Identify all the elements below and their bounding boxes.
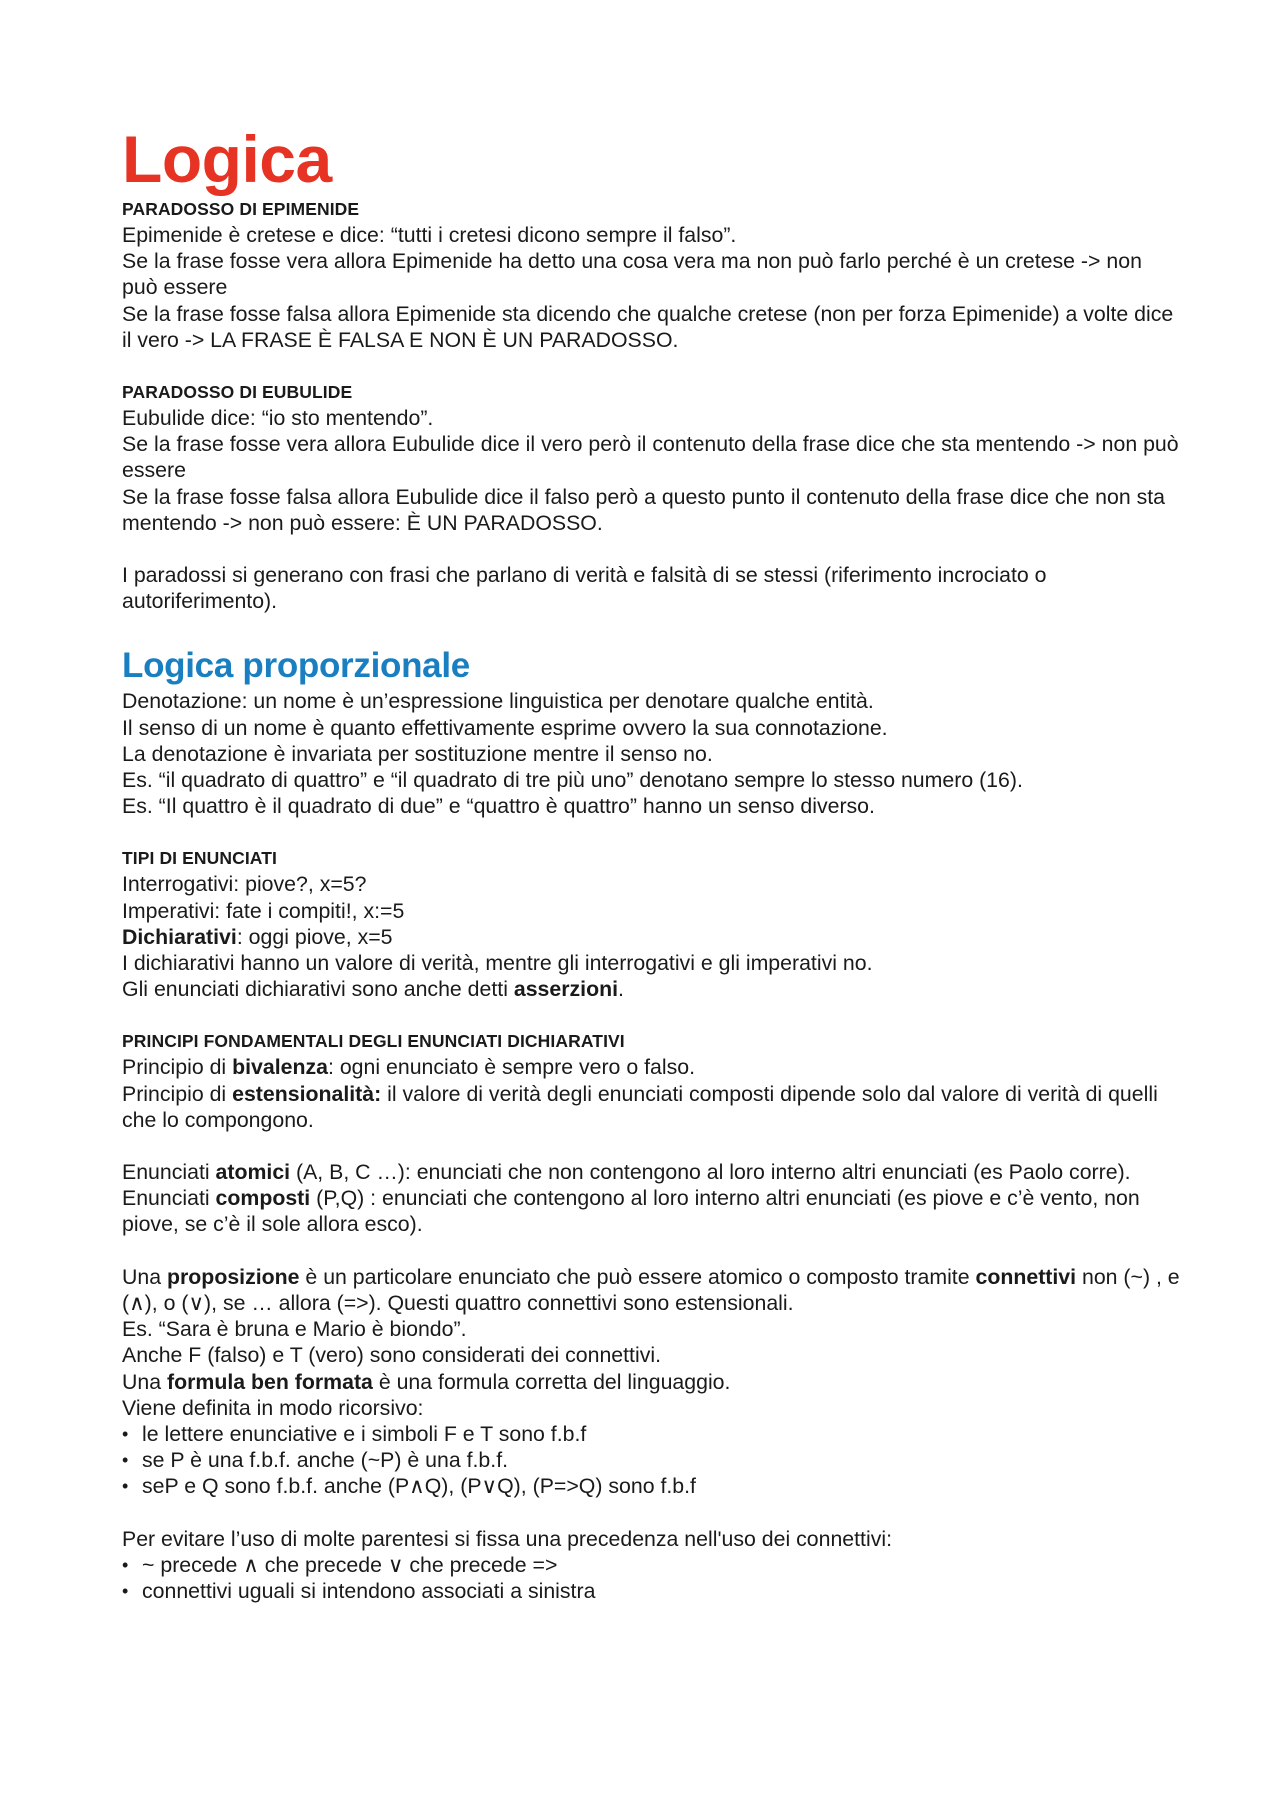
paragraph: Imperativi: fate i compiti!, x:=5 [122, 898, 405, 923]
paragraph: Una proposizione è un particolare enunciato che può essere atomico o composto tramite connettivi non (~) , e (∧), o (∨), se … allora (=>). Questi quattro connettivi sono estensionali. [122, 1264, 1180, 1315]
bold-term: formula ben formata [167, 1369, 373, 1394]
paragraph: Se la frase fosse falsa allora Eubulide dice il falso però a questo punto il contenuto della frase dice che non sta mentendo -> non può essere: È UN PARADOSSO. [122, 484, 1166, 535]
paragraph: Denotazione: un nome è un’espressione linguistica per denotare qualche entità. [122, 689, 874, 714]
section-denotazione [122, 688, 1180, 819]
bold-term: Dichiarativi [122, 924, 237, 949]
paragraph: Es. “Il quattro è il quadrato di due” e “quattro è quattro” hanno un senso diverso. [122, 794, 875, 819]
paragraph: Viene definita in modo ricorsivo: [122, 1395, 424, 1420]
section-precedenza [122, 1526, 1180, 1605]
heading-epimenide: PARADOSSO DI EPIMENIDE [122, 199, 360, 219]
bold-term: bivalenza [232, 1055, 328, 1080]
list-item: • seP e Q sono f.b.f. anche (P∧Q), (P∨Q), (P=>Q) sono f.b.f [122, 1473, 1180, 1499]
list-item: • se P è una f.b.f. anche (~P) è una f.b.f. [122, 1447, 1180, 1473]
list-item: • le lettere enunciative e i simboli F e T sono f.b.f [122, 1421, 1180, 1447]
list-item: • connettivi uguali si intendono associati a sinistra [122, 1578, 1180, 1604]
paragraph: Se la frase fosse vera allora Epimenide ha detto una cosa vera ma non può farlo perché è un cretese -> non può essere [122, 249, 1142, 300]
fbf-list [122, 1421, 1180, 1500]
bold-term: asserzioni [513, 977, 619, 1002]
paragraph: I dichiarativi hanno un valore di verità, mentre gli interrogativi e gli imperativi no. [122, 951, 873, 976]
section-principi [122, 1028, 1180, 1133]
paragraph: Se la frase fosse falsa allora Epimenide sta dicendo che qualche cretese (non per forza Epimenide) a volte dice il vero -> LA FRASE È FALSA E NON È UN PARADOSSO. [122, 301, 1174, 352]
paragraph: Anche F (falso) e T (vero) sono considerati dei connettivi. [122, 1343, 661, 1368]
paragraph: Enunciati atomici (A, B, C …): enunciati che non contengono al loro interno altri enunciati (es Paolo corre). [122, 1160, 1131, 1185]
paragraph: Es. “Sara è bruna e Mario è biondo”. [122, 1317, 467, 1342]
section-title-logica-proporzionale: Logica proporzionale [122, 646, 470, 686]
paragraph: Interrogativi: piove?, x=5? [122, 872, 367, 897]
paragraph: Se la frase fosse vera allora Eubulide dice il vero però il contenuto della frase dice che sta mentendo -> non può essere [122, 432, 1179, 483]
paragraph: Principio di estensionalità: il valore di verità degli enunciati composti dipende solo dal valore di verità di quelli che lo compongono. [122, 1081, 1158, 1132]
section-epimenide [122, 196, 1180, 353]
precedenza-list [122, 1552, 1180, 1604]
paradossi-note: I paradossi si generano con frasi che parlano di verità e falsità di se stessi (riferimento incrociato o autoriferimento). [122, 563, 1047, 614]
heading-eubulide: PARADOSSO DI EUBULIDE [122, 382, 353, 403]
heading-principi: PRINCIPI FONDAMENTALI DEGLI ENUNCIATI DICHIARATIVI [122, 1031, 625, 1052]
section-eubulide [122, 379, 1180, 536]
paragraph: Gli enunciati dichiarativi sono anche detti asserzioni. [122, 977, 624, 1002]
paragraph: Es. “il quadrato di quattro” e “il quadrato di tre più uno” denotano sempre lo stesso numero (16). [122, 768, 1023, 793]
heading-tipi-enunciati: TIPI DI ENUNCIATI [122, 848, 277, 869]
paragraph: Principio di bivalenza: ogni enunciato è sempre vero o falso. [122, 1055, 695, 1080]
paragraph: Enunciati composti (P,Q) : enunciati che contengono al loro interno altri enunciati (es piove e c’è vento, non piove, se c’è il sole allora esco). [122, 1186, 1140, 1237]
bold-term: connettivi [975, 1264, 1077, 1289]
section-tipi-enunciati [122, 845, 1180, 1002]
paragraph: Eubulide dice: “io sto mentendo”. [122, 406, 434, 431]
bold-term: composti [215, 1186, 311, 1211]
bold-term: proposizione [167, 1264, 300, 1289]
bold-term: estensionalità: [232, 1081, 382, 1106]
paragraph: Il senso di un nome è quanto effettivamente esprime ovvero la sua connotazione. [122, 715, 888, 740]
bold-term: atomici [215, 1160, 291, 1185]
section-enunciati [122, 1159, 1180, 1238]
page-title: Logica [122, 122, 332, 196]
section-proposizione [122, 1264, 1180, 1500]
paragraph: La denotazione è invariata per sostituzione mentre il senso no. [122, 741, 713, 766]
list-item: • ~ precede ∧ che precede ∨ che precede => [122, 1552, 1180, 1578]
paragraph: Per evitare l’uso di molte parentesi si fissa una precedenza nell'uso dei connettivi: [122, 1526, 892, 1551]
paragraph: Una formula ben formata è una formula corretta del linguaggio. [122, 1369, 731, 1394]
paragraph: Epimenide è cretese e dice: “tutti i cretesi dicono sempre il falso”. [122, 223, 737, 247]
paragraph: Dichiarativi: oggi piove, x=5 [122, 924, 393, 949]
